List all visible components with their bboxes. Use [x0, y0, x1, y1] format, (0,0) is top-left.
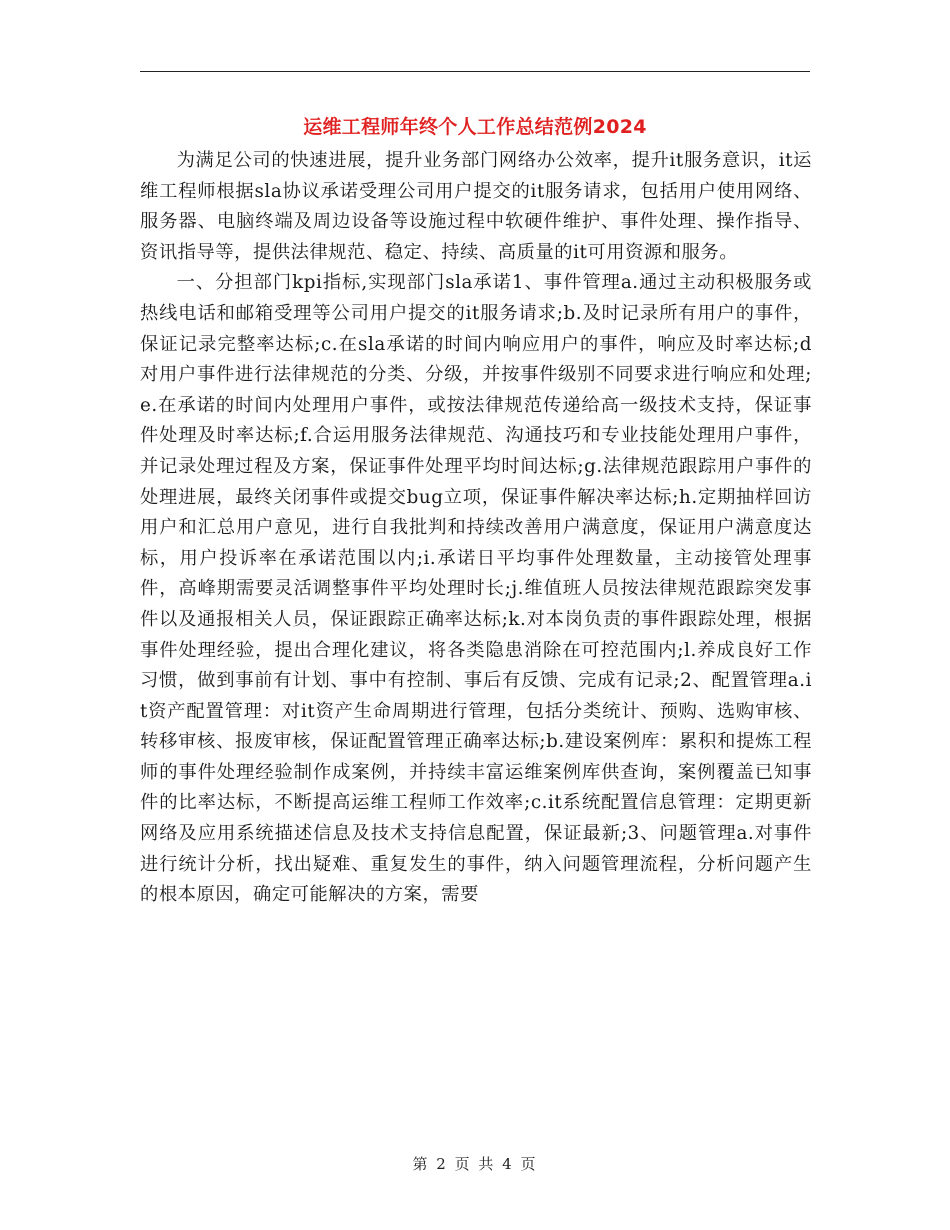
page-number-footer: 第 2 页 共 4 页 [412, 1155, 538, 1173]
document-title: 运维工程师年终个人工作总结范例2024 [303, 116, 647, 138]
section-one-paragraph: 一、分担部门kpi指标,实现部门sla承诺1、事件管理a.通过主动积极服务或热线电话和邮箱受理等公司用户提交的it服务请求;b.及时记录所有用户的事件，保证记录完整率达标;c.在sla承诺的时间内响应用户的事件，响应及时率达标;d 对用户事件进行法律规范的分类、分级，并按事件级别不同要求进行响应和处理;e.在承诺的时间内处理用户事件，或按法律规范传递给高一级技术支持，保证事件处理及时率达标;f.合运用服务法律规范、沟通技巧和专业技能处理用户事件，并记录处理过程及方案，保证事件处理平均时间达标;g.法律规范跟踪用户事件的处理进展，最终关闭事件或提交bug立项，保证事件解决率达标;h.定期抽样回访用户和汇总用户意见，进行自我批判和持续改善用户满意度，保证用户满意度达标，用户投诉率在承诺范围以内;i.承诺日平均事件处理数量，主动接管处理事件，高峰期需要灵活调整事件平均处理时长;j.维值班人员按法律规范跟踪突发事件以及通报相关人员，保证跟踪正确率达标;k.对本岗负责的事件跟踪处理，根据事件处理经验，提出合理化建议，将各类隐患消除在可控范围内;l.养成良好工作习惯，做到事前有计划、事中有控制、事后有反馈、完成有记录;2、配置管理a.it资产配置管理：对it资产生命周期进行管理，包括分类统计、预购、选购审核、转移审核、报废审核，保证配置管理正确率达标;b.建设案例库：累积和提炼工程师的事件处理经验制作成案例，并持续丰富运维案例库供查询，案例覆盖已知事件的比率达标，不断提高运维工程师工作效率;c.it系统配置信息管理：定期更新网络及应用系统描述信息及技术支持信息配置，保证最新;3、问题管理a.对事件进行统计分析，找出疑难、重复发生的事件，纳入问题管理流程，分析问题产生的根本原因，确定可能解决的方案，需要 [140, 272, 812, 906]
header-divider [140, 71, 810, 72]
intro-paragraph: 为满足公司的快速进展，提升业务部门网络办公效率，提升it服务意识，it运维工程师根据sla协议承诺受理公司用户提交的it服务请求，包括用户使用网络、服务器、电脑终端及周边设备等设施过程中软硬件维护、事件处理、操作指导、资讯指导等，提供法律规范、稳定、持续、高质量的it可用资源和服务。 [140, 150, 812, 263]
document-body [140, 146, 812, 911]
